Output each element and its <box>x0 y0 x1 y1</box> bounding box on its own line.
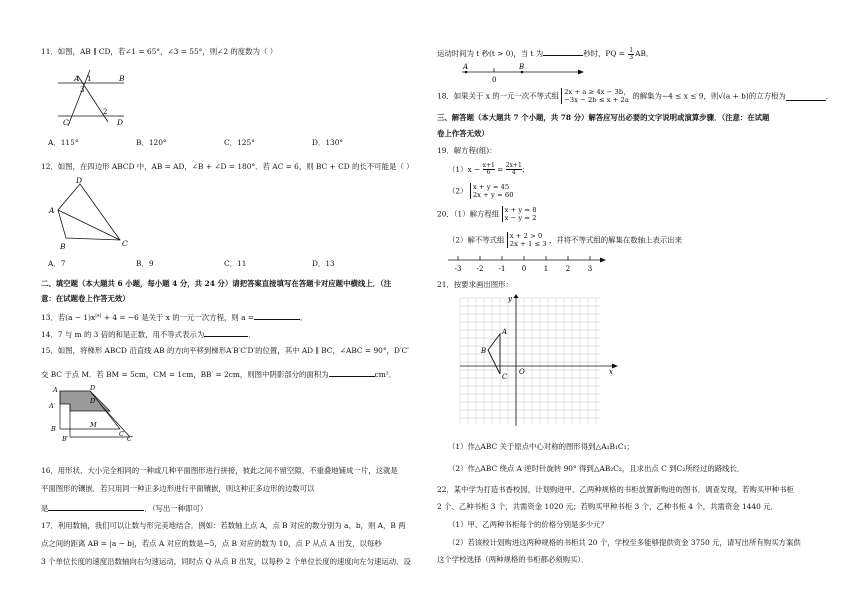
q22-line5: 这个学校选择（两种规格的书柜都必须购买）． <box>437 555 589 564</box>
q20-system1 <box>502 206 537 222</box>
q20-eq2: x − y = 2 <box>504 214 537 223</box>
q15-line2 <box>41 368 396 379</box>
q20-ineq2: 2x + 1 ≤ 3 <box>509 240 547 249</box>
q15-label-c: C <box>119 430 124 438</box>
q18-sqrt: √(a + b) <box>718 91 749 101</box>
q19-frac1-num: x+1 <box>482 162 495 169</box>
q15-figure <box>46 385 136 441</box>
q17-r1b: 秒时，PQ = <box>583 49 625 58</box>
q15-line2-a: 交 BC 于点 M．若 BM = 5cm，CM = 1cm，BB′ = 2cm，则图中阴影部分的面积为 <box>41 370 329 379</box>
q15-label-dprime: D′ <box>90 397 97 405</box>
q17-r1a: 运动时间为 t 秒(t > 0)，当 t 为 <box>437 49 544 58</box>
q17-right-line <box>437 47 653 61</box>
q19-heading: 19．解方程(组)： <box>437 146 497 155</box>
q19-p1b: = <box>497 164 504 174</box>
q19-frac2 <box>506 163 522 176</box>
q20-tick-label: -2 <box>476 265 484 273</box>
q11-label-d: D <box>117 118 124 126</box>
q16-line3 <box>41 502 207 513</box>
q21-step1: （1）作△ABC 关于原点中心对称的图形得到△A₁B₁C₁； <box>448 442 634 451</box>
q17-line2: 点之间的距离 AB = |a − b|，若点 A 对应的数是−5，点 B 对应的数为 10，点 P 从点 A 出发，以每秒 <box>41 539 382 548</box>
q21-heading: 21．按要求画出图形： <box>437 280 513 289</box>
q11-label-c: C <box>63 118 69 126</box>
section2-heading-line2: 意：在试题卷上作答无效） <box>41 294 130 303</box>
q14-blank[interactable] <box>204 328 248 337</box>
q15-label-b: B <box>51 425 56 433</box>
q12-option-a: A．7 <box>48 259 66 268</box>
q21-grid-figure <box>454 294 620 432</box>
q18-eq2: −3x − 2b ≤ x + 2a <box>564 96 629 105</box>
right-column <box>430 0 860 608</box>
q19-system <box>470 183 514 199</box>
q15-label-aprime: A′ <box>49 402 56 410</box>
q18-stem <box>437 88 833 104</box>
q18-system <box>561 88 630 104</box>
q20-p1: 20．（1）解方程组 <box>437 209 500 219</box>
q20-p2b: ，并将不等式组的解集在数轴上表示出来 <box>549 235 683 245</box>
q21-label-b: B <box>481 347 487 355</box>
q17-axis-b: B <box>519 63 525 71</box>
q13-part-a: 13．若(a − 1)x <box>41 313 96 322</box>
q20-eq1: x + y = 8 <box>504 206 537 214</box>
q15-label-a: A <box>53 386 58 394</box>
section3-heading-line1: 三、解答题（本大题共 7 个小题，共 78 分）解答应写出必要的文字说明或演算步骤．（注意：在试题 <box>437 113 770 122</box>
q13-sup: |a| <box>95 312 102 319</box>
q19-part2 <box>448 183 514 199</box>
q20-tick-label: -1 <box>498 265 506 273</box>
q11-angle-2: 2 <box>103 108 108 116</box>
q21-label-a: A <box>502 328 508 336</box>
q21-step2: （2）作△ABC 绕点 A 逆时针旋转 90° 得到△AB₂C₂，且求出点 C 到C₂所经过的路线长． <box>448 464 745 473</box>
q22-line2: 2 个、乙种书柜 3 个，共需资金 1020 元；若购买甲种书柜 3 个，乙种书柜 4 个，共需资金 1440 元． <box>437 502 778 511</box>
q17-axis-a: A <box>463 63 469 71</box>
q20-tick-label: 0 <box>521 265 527 273</box>
q22-line1: 22．某中学为打造书香校园，计划购进甲、乙两种规格的书柜放置新购进的图书．调查发现，若购买甲种书柜 <box>437 485 794 494</box>
q15-line1: 15．如图，将梯形 ABCD 沿直线 AB 的方向平移到梯形A′B′C′D′的位置，其中 AD ∥ BC，∠ABC = 90°，D′C′ <box>41 346 409 355</box>
q22-line3: （1）甲、乙两种书柜每个的价格分别是多少元？ <box>448 520 608 529</box>
q19-p1a: （1）x − <box>448 164 481 174</box>
q20-ineq1: x + 2 > 0 <box>509 232 543 240</box>
q18-part-b: 的解集为−4 ≤ x ≤ 9，则 <box>632 91 719 101</box>
q16-line1: 16．用形状、大小完全相同的一种或几种平面图形进行拼接，彼此之间不留空隙、不重叠地铺成一片，这就是 <box>41 466 398 475</box>
q18-blank[interactable] <box>786 92 826 101</box>
q11-option-a: A．115° <box>48 138 79 147</box>
q12-option-c: C．11 <box>224 259 247 268</box>
q20-tick-label: 1 <box>543 265 549 273</box>
q16-line2: 平面图形的镶嵌．若只用同一种正多边形进行平面镶嵌，则这种正多边形的边数可以 <box>41 484 315 493</box>
q21-label-x: x <box>609 368 613 376</box>
q14-part-c: ． <box>248 330 256 339</box>
q19-p2: （2） <box>448 186 468 196</box>
q17-number-line <box>460 63 586 85</box>
q17-frac-den: 3 <box>629 53 634 61</box>
q22-line4: （2）若该校计划购进这两种规格的书柜共 20 个，学校至多能够提供资金 3750 元，请写出所有购买方案供 <box>448 538 801 547</box>
q19-frac1-den: 6 <box>486 169 491 176</box>
q12-option-d: D．13 <box>312 259 335 268</box>
q15-label-d: D <box>90 385 96 392</box>
q12-stem: 12．如图，在四边形 ABCD 中，AB = AD，∠B + ∠D = 180°．若 AC = 6，则 BC + CD 的长不可能是（ ） <box>41 162 414 171</box>
q20-tick-label: 3 <box>587 265 593 273</box>
q20-system2 <box>507 232 547 248</box>
q17-fraction <box>628 48 634 61</box>
q20-number-line <box>444 254 610 276</box>
q17-line3: 3 个单位长度的速度沿数轴向右匀速运动，同时点 Q 从点 B 出发，以每秒 2 个单位长度的速度向左匀速运动．设 <box>41 557 411 566</box>
q15-blank[interactable] <box>329 368 375 377</box>
q20-p2a: （2）解不等式组 <box>448 235 505 245</box>
q19-frac2-den: 4 <box>511 169 516 176</box>
q21-label-o: O <box>519 368 525 376</box>
q13-part-b: + 4 = −6 是关于 x 的一元一次方程，则 a = <box>101 313 255 322</box>
q17-axis-zero: 0 <box>492 76 497 84</box>
q11-option-c: C．125° <box>224 138 255 147</box>
q17-line1: 17．利用数轴，我们可以让数与形完美地结合．例如：若数轴上点 A，点 B 对应的数分别为 a、b，则 A，B 两 <box>41 521 406 530</box>
q20-tick-label: 2 <box>565 265 571 273</box>
q20-tick-label: -3 <box>454 265 462 273</box>
q16-line3-b: ．（写出一种即可） <box>144 504 208 513</box>
q19-frac2-num: 2x+1 <box>505 162 522 169</box>
q18-part-a: 18．如果关于 x 的一元一次不等式组 <box>437 91 559 101</box>
q19-frac1 <box>483 163 495 176</box>
q12-label-b: B <box>60 242 66 251</box>
q12-label-a: A <box>49 206 55 215</box>
q16-line3-a: 是 <box>41 504 49 513</box>
q14-part-a: 14．7 与 m 的 3 倍的和是正数，用不等式表示为 <box>41 330 205 339</box>
q19-part1 <box>448 163 529 176</box>
q13-stem <box>41 311 307 322</box>
q16-blank[interactable] <box>48 502 144 511</box>
q19-eq2: 2x + y = 60 <box>472 191 514 200</box>
q18-part-e: ． <box>825 91 834 101</box>
q11-option-b: B．120° <box>136 138 167 147</box>
q14-stem <box>41 328 256 339</box>
q12-option-b: B．9 <box>136 259 154 268</box>
q12-figure <box>46 174 130 252</box>
q20-part1 <box>437 206 537 222</box>
q17-r1c: AB． <box>635 49 654 58</box>
q21-label-c: C <box>502 373 508 381</box>
q19-p1c: ； <box>521 164 530 174</box>
q18-eq1: 2x + a ≥ 4x − 3b， <box>564 88 630 96</box>
q18-part-d: 的立方根为 <box>748 91 786 101</box>
q19-eq1: x + y = 45 <box>472 183 510 191</box>
q12-label-d: D <box>76 176 83 185</box>
q13-part-c: ． <box>300 313 308 322</box>
q17-blank[interactable] <box>543 47 583 56</box>
q11-angle-1: 1 <box>87 75 92 83</box>
q15-label-m: M <box>90 421 97 429</box>
q15-label-cprime: C′ <box>127 435 134 441</box>
q12-label-c: C <box>122 239 128 248</box>
q15-line2-b: cm²． <box>374 370 397 379</box>
q11-option-d: D．130° <box>312 138 344 147</box>
section2-heading-line1: 二、填空题（本大题共 6 小题，每小题 4 分，共 24 分）请把答案直接填写在答题卡对应题中横线上．（注 <box>41 279 392 288</box>
section3-heading-line2: 卷上作答无效） <box>437 129 489 138</box>
q11-label-a: A <box>74 74 80 83</box>
q11-label-b: B <box>119 74 125 83</box>
q11-figure <box>58 70 128 126</box>
q17-frac-num: 1 <box>629 46 634 54</box>
q11-stem: 11．如图，AB ∥ CD，若∠1 = 65°，∠3 = 55°，则∠2 的度数为（ ） <box>41 47 278 56</box>
q11-angle-3: 3 <box>80 86 85 94</box>
q13-blank[interactable] <box>254 311 300 320</box>
q15-label-bprime: B′ <box>62 435 69 441</box>
q20-part2 <box>448 232 682 248</box>
q21-label-y: y <box>508 295 512 303</box>
